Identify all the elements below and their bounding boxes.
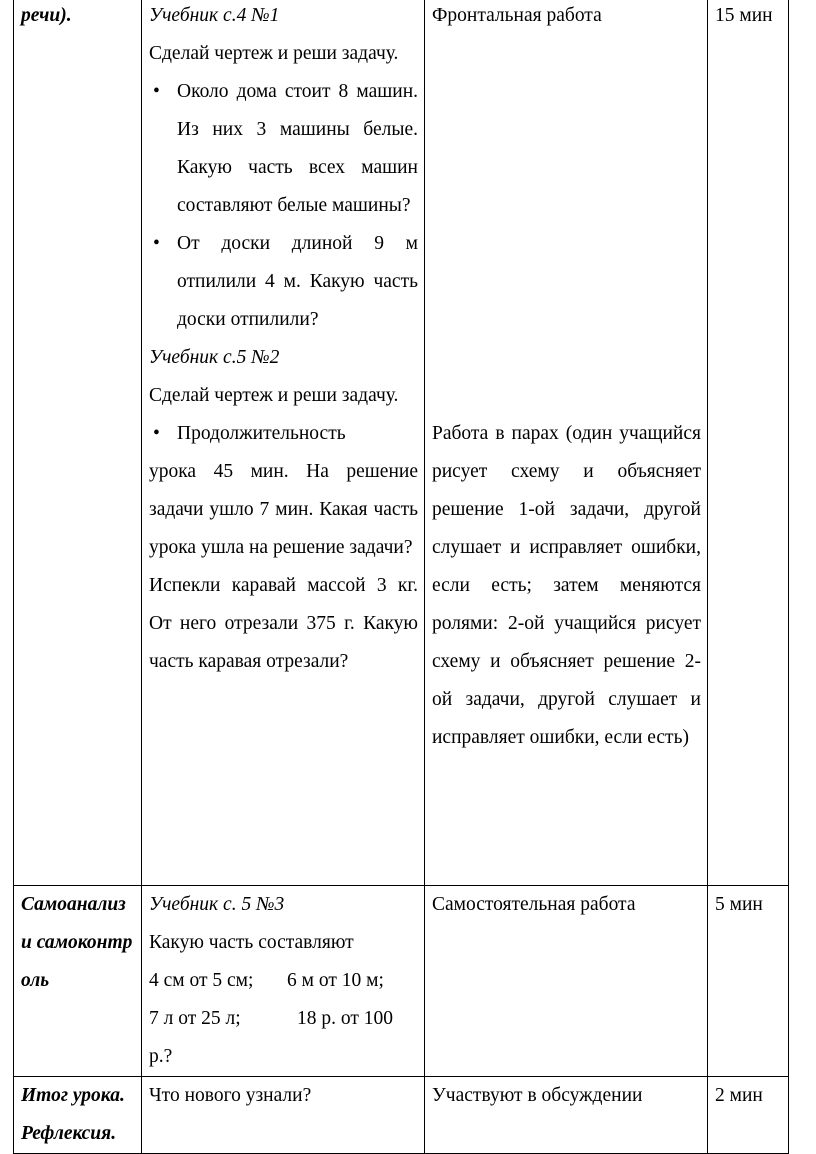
list-item	[149, 415, 418, 453]
list-item-text: Продолжительность	[177, 423, 346, 444]
stage-label: речи).	[21, 5, 72, 26]
task-instruction: Сделай чертеж и реши задачу.	[149, 385, 399, 406]
bullet-icon: •	[153, 233, 160, 254]
time-value: 5 мин	[715, 894, 763, 915]
stage-label: Самоанализ и самоконтроль	[21, 894, 133, 991]
work-form-cell	[425, 0, 708, 886]
stage-cell	[14, 0, 142, 886]
table-row	[14, 1077, 789, 1154]
work-form-cell	[425, 886, 708, 1077]
work-form: Участвуют в обсуждении	[432, 1085, 643, 1106]
time-value: 2 мин	[715, 1085, 763, 1106]
stage-cell	[14, 1077, 142, 1154]
list-item	[149, 225, 418, 339]
time-cell	[708, 0, 789, 886]
work-form-cell	[425, 1077, 708, 1154]
lesson-plan-table	[13, 0, 789, 1154]
task-cell	[142, 0, 425, 886]
stage-label: Итог урока. Рефлексия.	[21, 1085, 125, 1144]
list-item-text: Около дома стоит 8 машин. Из них 3 машины белые. Какую часть всех машин составляют белые машины?	[177, 81, 418, 216]
textbook-reference: Учебник с. 5 №3	[149, 894, 285, 915]
task-cell	[142, 1077, 425, 1154]
time-cell	[708, 886, 789, 1077]
task-pair-line	[149, 1000, 418, 1076]
work-form: Работа в парах (один учащийся рисует схему и объясняет решение 1-ой задачи, другой слушает и исправляет ошибки, если есть; затем меняются ролями: 2-ой учащийся рисует схему и объясняет решение 2-ой задачи, другой слушает и исправляет ошибки, если есть)	[432, 423, 701, 748]
stage-cell	[14, 886, 142, 1077]
textbook-reference: Учебник с.4 №1	[149, 5, 280, 26]
table-row	[14, 0, 789, 886]
list-item-text: От доски длиной 9 м отпилили 4 м. Какую часть доски отпилили?	[177, 233, 418, 330]
textbook-reference: Учебник с.5 №2	[149, 347, 280, 368]
time-value: 15 мин	[715, 5, 773, 26]
time-cell	[708, 1077, 789, 1154]
bullet-icon: •	[153, 81, 160, 102]
list-item	[149, 73, 418, 225]
task-question: Какую часть составляют	[149, 932, 354, 953]
table-row	[14, 886, 789, 1077]
task-item: 4 см от 5 см;	[149, 970, 254, 991]
task-item: 6 м от 10 м;	[287, 970, 384, 991]
task-item: 7 л от 25 л;	[149, 1008, 241, 1029]
task-item: 18 р. от 100 р.?	[149, 1008, 394, 1067]
task-instruction: Сделай чертеж и реши задачу.	[149, 43, 399, 64]
task-text: Что нового узнали?	[149, 1085, 312, 1106]
bullet-icon: •	[153, 423, 160, 444]
task-text: Испекли каравай массой 3 кг. От него отрезали 375 г. Какую часть каравая отрезали?	[149, 575, 418, 672]
task-pair-line	[149, 962, 418, 1000]
work-form: Фронтальная работа	[432, 5, 602, 26]
list-item-continuation: урока 45 мин. На решение задачи ушло 7 мин. Какая часть урока ушла на решение задачи?	[149, 461, 418, 558]
work-form: Самостоятельная работа	[432, 894, 636, 915]
task-cell	[142, 886, 425, 1077]
